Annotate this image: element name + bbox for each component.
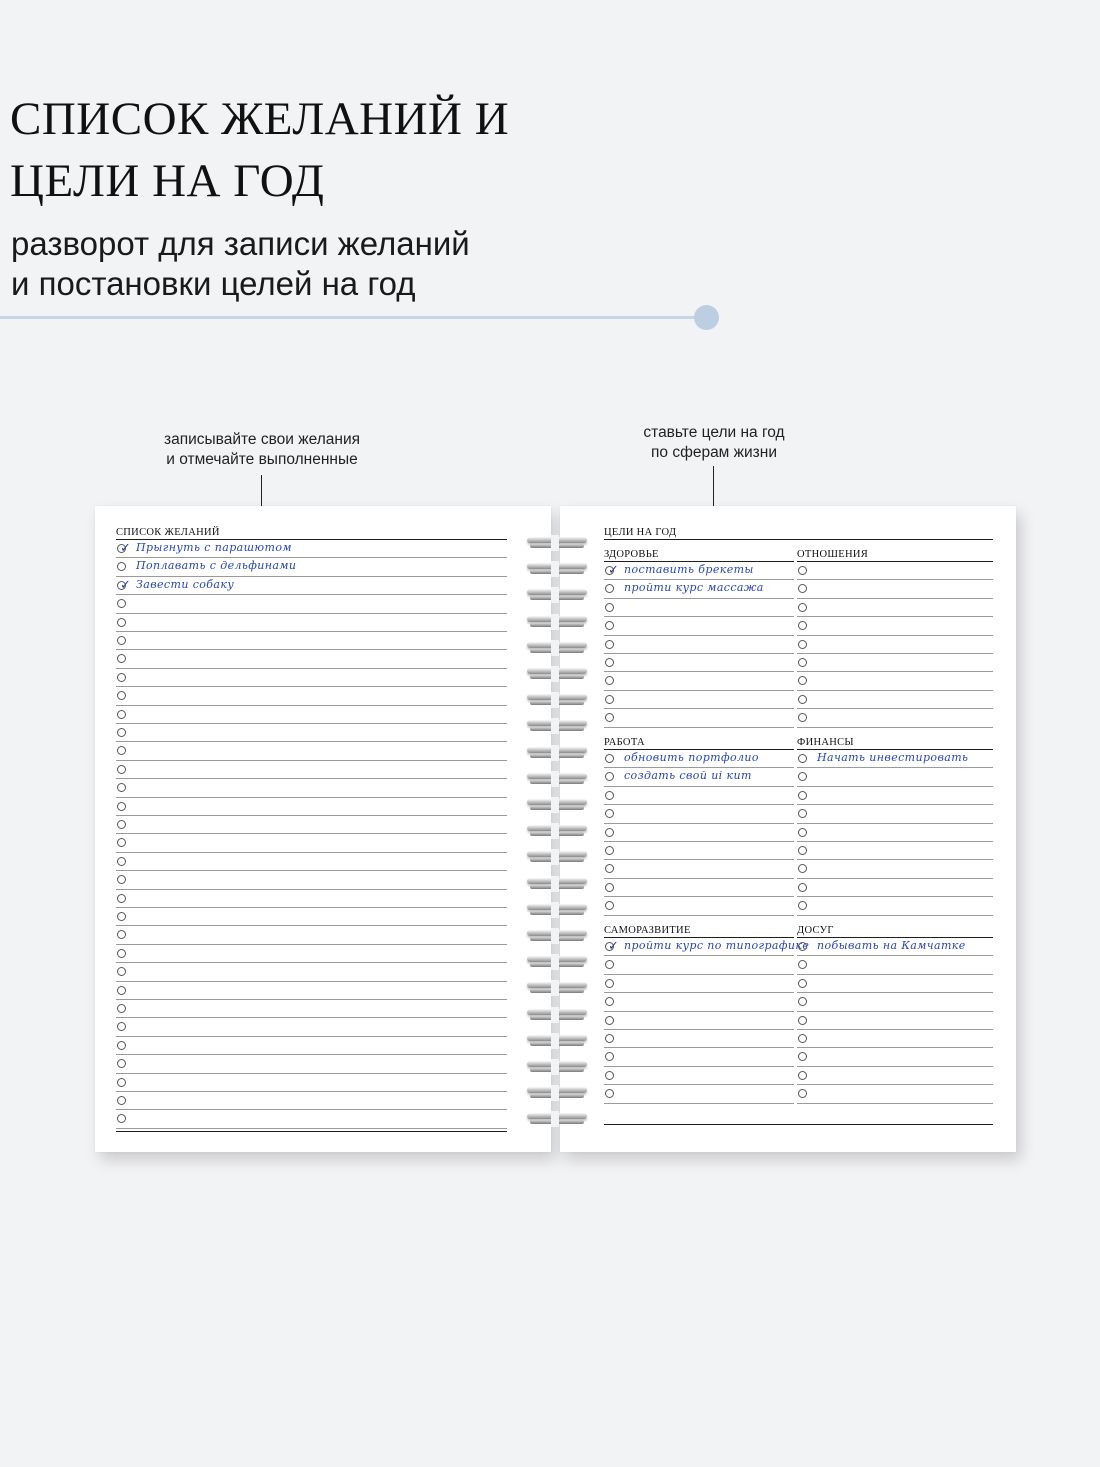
list-item[interactable] xyxy=(116,1110,507,1128)
checkbox[interactable] xyxy=(117,710,126,719)
list-item[interactable] xyxy=(797,768,993,786)
checkbox[interactable] xyxy=(798,658,807,667)
section-heading-2: РАБОТА xyxy=(604,737,645,748)
list-item[interactable] xyxy=(604,654,794,672)
spiral-ring xyxy=(527,1111,587,1127)
spiral-ring xyxy=(527,535,587,551)
checkbox[interactable] xyxy=(605,1089,614,1098)
list-item[interactable] xyxy=(797,580,993,598)
checkbox[interactable] xyxy=(117,949,126,958)
list-item[interactable] xyxy=(116,945,507,963)
checkbox[interactable] xyxy=(117,802,126,811)
checkbox[interactable] xyxy=(605,846,614,855)
checkbox[interactable] xyxy=(117,765,126,774)
list-item[interactable] xyxy=(797,842,993,860)
ring-gap xyxy=(551,823,559,839)
checkbox[interactable] xyxy=(117,1059,126,1068)
spiral-ring xyxy=(527,823,587,839)
checkbox[interactable] xyxy=(605,676,614,685)
bottom-rule xyxy=(604,1124,993,1125)
checkbox[interactable] xyxy=(117,673,126,682)
list-item[interactable] xyxy=(116,834,507,852)
ring-gap xyxy=(551,876,559,892)
checkbox[interactable] xyxy=(798,883,807,892)
section-heading-0: ЗДОРОВЬЕ xyxy=(604,549,659,560)
spiral-ring xyxy=(527,849,587,865)
list-item[interactable] xyxy=(797,636,993,654)
checkbox[interactable] xyxy=(798,960,807,969)
heading-rule xyxy=(604,539,993,540)
spiral-ring xyxy=(527,666,587,682)
checkbox[interactable] xyxy=(798,754,807,763)
spiral-ring xyxy=(527,954,587,970)
spiral-ring xyxy=(527,771,587,787)
list-item[interactable] xyxy=(116,724,507,742)
checkbox[interactable] xyxy=(798,1034,807,1043)
spiral-ring xyxy=(527,1033,587,1049)
list-item[interactable] xyxy=(797,805,993,823)
item-text: пройти курс по типографике xyxy=(624,939,810,952)
checkbox[interactable] xyxy=(605,791,614,800)
checkbox[interactable] xyxy=(798,809,807,818)
checkbox[interactable] xyxy=(605,939,619,954)
spiral-ring xyxy=(527,692,587,708)
list-item[interactable] xyxy=(797,787,993,805)
list-item[interactable] xyxy=(797,1067,993,1085)
checkbox[interactable] xyxy=(117,783,126,792)
ring-gap xyxy=(551,535,559,551)
checkbox[interactable] xyxy=(117,1041,126,1050)
checkbox[interactable] xyxy=(605,563,619,578)
checkbox[interactable] xyxy=(798,640,807,649)
checkbox[interactable] xyxy=(798,942,807,951)
list-item[interactable] xyxy=(604,1012,794,1030)
spiral-ring xyxy=(527,745,587,761)
list-item[interactable] xyxy=(604,1048,794,1066)
spiral-ring xyxy=(527,902,587,918)
checkbox[interactable] xyxy=(605,1016,614,1025)
ring-gap xyxy=(551,849,559,865)
list-item[interactable] xyxy=(604,1067,794,1085)
item-text: побывать на Камчатке xyxy=(817,939,966,952)
checkbox[interactable] xyxy=(605,603,614,612)
list-item[interactable] xyxy=(116,1000,507,1018)
spiral-ring xyxy=(527,587,587,603)
page-subtitle xyxy=(11,224,470,304)
checkbox[interactable] xyxy=(117,618,126,627)
ring-gap xyxy=(551,771,559,787)
list-item[interactable] xyxy=(604,562,794,580)
checkbox[interactable] xyxy=(117,654,126,663)
callout-wishlist-line-1: записывайте свои желания xyxy=(163,431,360,448)
checkbox[interactable] xyxy=(605,809,614,818)
list-item[interactable] xyxy=(604,617,794,635)
list-item[interactable] xyxy=(116,687,507,705)
list-item[interactable] xyxy=(116,982,507,1000)
ring-gap xyxy=(551,1033,559,1049)
checkbox[interactable] xyxy=(605,713,614,722)
checkbox[interactable] xyxy=(117,562,126,571)
ring-gap xyxy=(551,1085,559,1101)
bottom-rule xyxy=(116,1131,507,1132)
checkbox[interactable] xyxy=(605,1034,614,1043)
list-item[interactable] xyxy=(604,768,794,786)
checkbox[interactable] xyxy=(605,621,614,630)
list-item[interactable] xyxy=(116,614,507,632)
list-item[interactable] xyxy=(116,1074,507,1092)
item-text: Завести собаку xyxy=(136,577,235,591)
title-line-1: СПИСОК ЖЕЛАНИЙ И xyxy=(10,93,510,145)
callout-wishlist xyxy=(112,430,412,470)
list-item[interactable] xyxy=(604,709,794,727)
list-item[interactable] xyxy=(797,562,993,580)
checkbox[interactable] xyxy=(117,1022,126,1031)
checkbox[interactable] xyxy=(605,1052,614,1061)
list-item[interactable] xyxy=(797,879,993,897)
item-text: обновить портфолио xyxy=(624,751,759,764)
callout-goals xyxy=(564,423,864,463)
checkbox[interactable] xyxy=(605,1071,614,1080)
list-item[interactable] xyxy=(797,691,993,709)
section-heading-1: ОТНОШЕНИЯ xyxy=(797,549,869,560)
list-item[interactable] xyxy=(116,853,507,871)
list-item[interactable] xyxy=(604,1030,794,1048)
spiral-ring xyxy=(527,561,587,577)
checkbox[interactable] xyxy=(798,791,807,800)
checkbox[interactable] xyxy=(117,894,126,903)
checkbox[interactable] xyxy=(117,1004,126,1013)
checkbox[interactable] xyxy=(117,599,126,608)
callout-goals-line-2: по сферам жизни xyxy=(651,444,777,461)
checkbox[interactable] xyxy=(117,541,131,556)
checkbox[interactable] xyxy=(605,901,614,910)
ring-gap xyxy=(551,640,559,656)
checkbox[interactable] xyxy=(117,636,126,645)
list-item[interactable] xyxy=(604,842,794,860)
list-item[interactable] xyxy=(116,926,507,944)
checkbox[interactable] xyxy=(798,584,807,593)
list-item[interactable] xyxy=(116,908,507,926)
list-item[interactable] xyxy=(604,750,794,768)
ring-gap xyxy=(551,614,559,630)
spiral-ring xyxy=(527,797,587,813)
checkbox[interactable] xyxy=(605,883,614,892)
list-item[interactable] xyxy=(797,938,993,956)
list-item[interactable] xyxy=(797,750,993,768)
checkbox[interactable] xyxy=(117,986,126,995)
list-item[interactable] xyxy=(797,709,993,727)
checkmark-icon: ✓ xyxy=(608,563,619,578)
checkbox[interactable] xyxy=(798,1052,807,1061)
list-item[interactable] xyxy=(116,1037,507,1055)
checkbox[interactable] xyxy=(605,979,614,988)
spiral-ring xyxy=(527,718,587,734)
list-item[interactable] xyxy=(604,938,810,956)
list-item[interactable] xyxy=(116,632,507,650)
checkbox[interactable] xyxy=(605,584,614,593)
checkbox[interactable] xyxy=(605,997,614,1006)
spiral-ring xyxy=(527,928,587,944)
item-text: Поплавать с дельфинами xyxy=(136,559,297,573)
list-item[interactable] xyxy=(797,672,993,690)
list-item[interactable] xyxy=(797,617,993,635)
item-text: поставить брекеты xyxy=(624,563,754,576)
list-item[interactable] xyxy=(797,1030,993,1048)
list-item[interactable] xyxy=(604,897,794,915)
list-item[interactable] xyxy=(116,540,507,558)
checkbox[interactable] xyxy=(605,658,614,667)
wishlist-page xyxy=(95,506,551,1152)
checkbox[interactable] xyxy=(798,676,807,685)
checkbox[interactable] xyxy=(798,864,807,873)
list-item[interactable] xyxy=(604,993,794,1011)
list-item[interactable] xyxy=(604,599,794,617)
checkbox[interactable] xyxy=(605,960,614,969)
list-item[interactable] xyxy=(116,963,507,981)
spiral-ring xyxy=(527,1007,587,1023)
list-item[interactable] xyxy=(604,860,794,878)
list-item[interactable] xyxy=(604,956,794,974)
checkbox[interactable] xyxy=(798,772,807,781)
checkbox[interactable] xyxy=(798,901,807,910)
checkbox[interactable] xyxy=(117,930,126,939)
list-item[interactable] xyxy=(604,879,794,897)
ring-gap xyxy=(551,692,559,708)
goals-heading: ЦЕЛИ НА ГОД xyxy=(604,527,677,538)
item-text: Прыгнуть с парашютом xyxy=(136,541,292,554)
list-item[interactable] xyxy=(116,1018,507,1036)
list-item[interactable] xyxy=(116,595,507,613)
list-item[interactable] xyxy=(797,1012,993,1030)
list-item[interactable] xyxy=(604,1085,794,1103)
callout-wishlist-line-2: и отмечайте выполненные xyxy=(166,451,358,468)
item-text: создать свой ui кит xyxy=(624,769,752,783)
list-item[interactable] xyxy=(116,1055,507,1073)
checkbox[interactable] xyxy=(605,828,614,837)
checkbox[interactable] xyxy=(117,577,131,593)
list-item[interactable] xyxy=(797,654,993,672)
subtitle-line-1: разворот для записи желаний xyxy=(11,225,470,262)
list-item[interactable] xyxy=(604,787,794,805)
list-item[interactable] xyxy=(797,993,993,1011)
checkbox[interactable] xyxy=(117,1114,126,1123)
spiral-ring xyxy=(527,1085,587,1101)
title-line-2: ЦЕЛИ НА ГОД xyxy=(10,155,325,207)
checkbox[interactable] xyxy=(798,621,807,630)
checkbox[interactable] xyxy=(798,695,807,704)
ring-gap xyxy=(551,1111,559,1127)
list-item[interactable] xyxy=(604,975,794,993)
spiral-ring xyxy=(527,1059,587,1075)
wishlist-heading: СПИСОК ЖЕЛАНИЙ xyxy=(116,527,220,538)
ring-gap xyxy=(551,954,559,970)
list-item[interactable] xyxy=(797,975,993,993)
list-item[interactable] xyxy=(797,599,993,617)
checkbox[interactable] xyxy=(117,857,126,866)
checkbox[interactable] xyxy=(117,1078,126,1087)
checkbox[interactable] xyxy=(798,997,807,1006)
checkbox[interactable] xyxy=(798,1089,807,1098)
checkbox[interactable] xyxy=(605,864,614,873)
checkbox[interactable] xyxy=(605,695,614,704)
list-item[interactable] xyxy=(797,860,993,878)
section-heading-5: ДОСУГ xyxy=(797,925,834,936)
checkbox[interactable] xyxy=(117,838,126,847)
checkbox[interactable] xyxy=(798,1016,807,1025)
checkbox[interactable] xyxy=(605,640,614,649)
checkbox[interactable] xyxy=(117,820,126,829)
list-item[interactable] xyxy=(116,742,507,760)
ring-gap xyxy=(551,797,559,813)
spiral-ring xyxy=(527,980,587,996)
list-item[interactable] xyxy=(797,897,993,915)
list-item[interactable] xyxy=(797,956,993,974)
checkbox[interactable] xyxy=(117,1096,126,1105)
list-item[interactable] xyxy=(797,1048,993,1066)
list-item[interactable] xyxy=(797,1085,993,1103)
ring-gap xyxy=(551,745,559,761)
list-item[interactable] xyxy=(116,871,507,889)
accent-dot xyxy=(694,305,719,330)
checkmark-icon: ✓ xyxy=(608,939,619,954)
checkbox[interactable] xyxy=(798,713,807,722)
checkbox[interactable] xyxy=(605,772,614,781)
ring-gap xyxy=(551,718,559,734)
checkbox[interactable] xyxy=(117,746,126,755)
list-item[interactable] xyxy=(116,706,507,724)
list-item[interactable] xyxy=(116,650,507,668)
accent-divider xyxy=(0,316,700,319)
checkmark-icon: ✓ xyxy=(120,577,131,593)
list-item[interactable] xyxy=(797,824,993,842)
list-item[interactable] xyxy=(116,890,507,908)
ring-gap xyxy=(551,561,559,577)
ring-gap xyxy=(551,666,559,682)
list-item[interactable] xyxy=(116,558,507,576)
callout-goals-line-1: ставьте цели на год xyxy=(643,424,785,441)
checkbox[interactable] xyxy=(117,875,126,884)
list-item[interactable] xyxy=(116,761,507,779)
checkbox[interactable] xyxy=(605,754,614,763)
checkbox[interactable] xyxy=(117,912,126,921)
list-item[interactable] xyxy=(604,580,794,598)
page-title xyxy=(10,88,509,212)
checkbox[interactable] xyxy=(117,967,126,976)
checkbox[interactable] xyxy=(117,728,126,737)
section-heading-4: САМОРАЗВИТИЕ xyxy=(604,925,691,936)
list-item[interactable] xyxy=(604,824,794,842)
checkbox[interactable] xyxy=(798,979,807,988)
list-item[interactable] xyxy=(604,691,794,709)
ring-gap xyxy=(551,902,559,918)
checkbox[interactable] xyxy=(798,828,807,837)
checkbox[interactable] xyxy=(798,603,807,612)
list-item[interactable] xyxy=(116,577,507,595)
checkmark-icon: ✓ xyxy=(120,541,131,556)
checkbox[interactable] xyxy=(798,1071,807,1080)
spiral-ring xyxy=(527,614,587,630)
ring-gap xyxy=(551,1059,559,1075)
spiral-ring xyxy=(527,876,587,892)
ring-gap xyxy=(551,980,559,996)
list-item[interactable] xyxy=(116,1092,507,1110)
checkbox[interactable] xyxy=(798,846,807,855)
subtitle-line-2: и постановки целей на год xyxy=(11,265,416,302)
checkbox[interactable] xyxy=(117,691,126,700)
ring-gap xyxy=(551,587,559,603)
list-item[interactable] xyxy=(604,672,794,690)
list-item[interactable] xyxy=(604,636,794,654)
ring-gap xyxy=(551,1007,559,1023)
list-item[interactable] xyxy=(604,805,794,823)
list-item[interactable] xyxy=(116,816,507,834)
spiral-ring xyxy=(527,640,587,656)
item-text: пройти курс массажа xyxy=(624,581,764,595)
checkbox[interactable] xyxy=(798,566,807,575)
list-item[interactable] xyxy=(116,669,507,687)
list-item[interactable] xyxy=(116,798,507,816)
list-item[interactable] xyxy=(116,779,507,797)
item-text: Начать инвестировать xyxy=(817,751,969,764)
ring-gap xyxy=(551,928,559,944)
section-heading-3: ФИНАНСЫ xyxy=(797,737,854,748)
goals-page xyxy=(560,506,1016,1152)
